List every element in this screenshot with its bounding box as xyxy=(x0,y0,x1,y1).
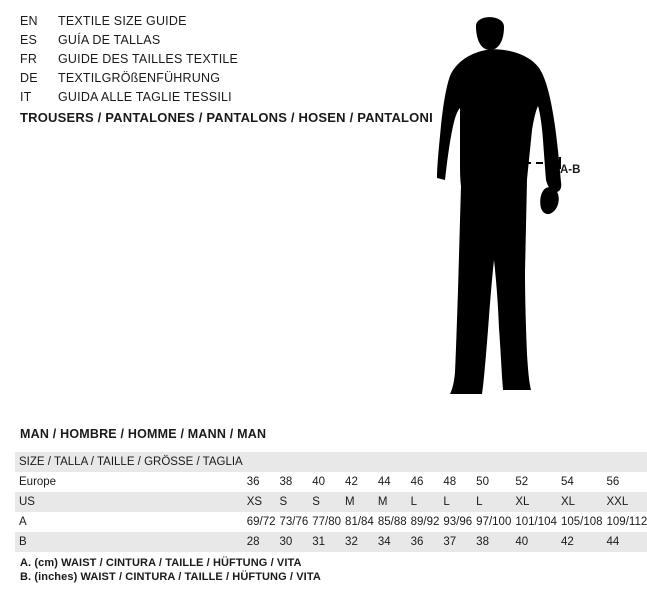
cell: 42 xyxy=(557,532,603,552)
cell: 38 xyxy=(472,532,511,552)
cell: 30 xyxy=(275,532,308,552)
footnotes xyxy=(20,556,321,584)
cell xyxy=(557,452,603,472)
man-silhouette-icon xyxy=(400,10,600,410)
language-code: ES xyxy=(20,33,38,47)
measure-label-ab: A-B xyxy=(560,164,581,176)
language-title: TEXTILGRÖßENFÜHRUNG xyxy=(58,71,221,85)
cell: 56 xyxy=(606,476,620,488)
cell xyxy=(603,452,647,472)
cell: 50 xyxy=(476,476,489,488)
cell: 69/72 xyxy=(246,516,276,528)
cell: 46 xyxy=(410,476,424,488)
row-label: A xyxy=(19,516,27,528)
cell: 109/112 xyxy=(606,516,647,528)
row-label: Europe xyxy=(19,476,57,488)
footnote-a: A. (cm) WAIST / CINTURA / TAILLE / HÜFTUNG / VITA xyxy=(20,557,302,569)
cell: 105/108 xyxy=(560,516,603,528)
cell: 44 xyxy=(377,476,391,488)
cell: 48 xyxy=(443,476,457,488)
cell: 89/92 xyxy=(410,516,440,528)
cell: 36 xyxy=(246,476,260,488)
cell: 40 xyxy=(312,476,326,488)
table-row xyxy=(15,512,647,532)
cell: 85/88 xyxy=(377,516,407,528)
language-row xyxy=(20,14,350,33)
cell: 34 xyxy=(374,532,407,552)
cell: 37 xyxy=(439,532,472,552)
cell xyxy=(407,452,440,472)
cell xyxy=(308,452,341,472)
table-row xyxy=(15,472,647,492)
cell: 28 xyxy=(243,532,276,552)
language-title: GUIDE DES TAILLES TEXTILE xyxy=(58,52,239,66)
table-title: MAN / HOMBRE / HOMME / MANN / MAN xyxy=(20,427,267,441)
language-row xyxy=(20,33,350,52)
cell xyxy=(275,452,308,472)
cell: 40 xyxy=(511,532,557,552)
cell: 42 xyxy=(345,476,358,488)
cell: XS xyxy=(243,492,276,512)
language-row xyxy=(20,90,350,109)
language-title: GUÍA DE TALLAS xyxy=(58,33,161,47)
cell xyxy=(511,452,557,472)
language-row xyxy=(20,71,350,90)
cell: 36 xyxy=(407,532,440,552)
cell: 101/104 xyxy=(515,516,557,528)
cell: L xyxy=(407,492,440,512)
cell: XL xyxy=(511,492,557,512)
cell xyxy=(243,452,276,472)
language-title: TEXTILE SIZE GUIDE xyxy=(58,14,187,28)
language-code: IT xyxy=(20,90,32,104)
language-code: EN xyxy=(20,14,38,28)
figure-area xyxy=(400,10,600,410)
cell: 38 xyxy=(279,476,293,488)
cell: S xyxy=(275,492,308,512)
cell: 93/96 xyxy=(443,516,473,528)
cell: S xyxy=(308,492,341,512)
language-code: DE xyxy=(20,71,38,85)
cell: 54 xyxy=(560,476,574,488)
cell: 44 xyxy=(603,532,647,552)
table-row xyxy=(15,492,647,512)
cell: 77/80 xyxy=(312,516,342,528)
cell: 97/100 xyxy=(476,516,512,528)
cell: 32 xyxy=(341,532,374,552)
cell xyxy=(341,452,374,472)
cell: XL xyxy=(557,492,603,512)
cell: 31 xyxy=(308,532,341,552)
cell: L xyxy=(472,492,511,512)
cell: 81/84 xyxy=(345,516,374,528)
cell: 73/76 xyxy=(279,516,309,528)
cell: L xyxy=(439,492,472,512)
table-row xyxy=(15,532,647,552)
language-code: FR xyxy=(20,52,38,66)
category-title: TROUSERS / PANTALONES / PANTALONS / HOSEN / PANTALONI xyxy=(20,110,433,125)
language-title: GUIDA ALLE TAGLIE TESSILI xyxy=(58,90,232,104)
language-row xyxy=(20,52,350,71)
cell: M xyxy=(341,492,374,512)
cell: M xyxy=(374,492,407,512)
cell xyxy=(374,452,407,472)
cell xyxy=(439,452,472,472)
cell: 52 xyxy=(515,476,529,488)
row-label: B xyxy=(15,532,243,552)
footnote-b: B. (inches) WAIST / CINTURA / TAILLE / HÜFTUNG / VITA xyxy=(20,571,321,583)
cell: XXL xyxy=(603,492,647,512)
row-label: SIZE / TALLA / TAILLE / GRÖSSE / TAGLIA xyxy=(15,452,243,472)
row-label: US xyxy=(15,492,243,512)
size-table xyxy=(15,452,647,552)
language-header-block xyxy=(20,14,350,109)
table-row xyxy=(15,452,647,472)
cell xyxy=(472,452,511,472)
